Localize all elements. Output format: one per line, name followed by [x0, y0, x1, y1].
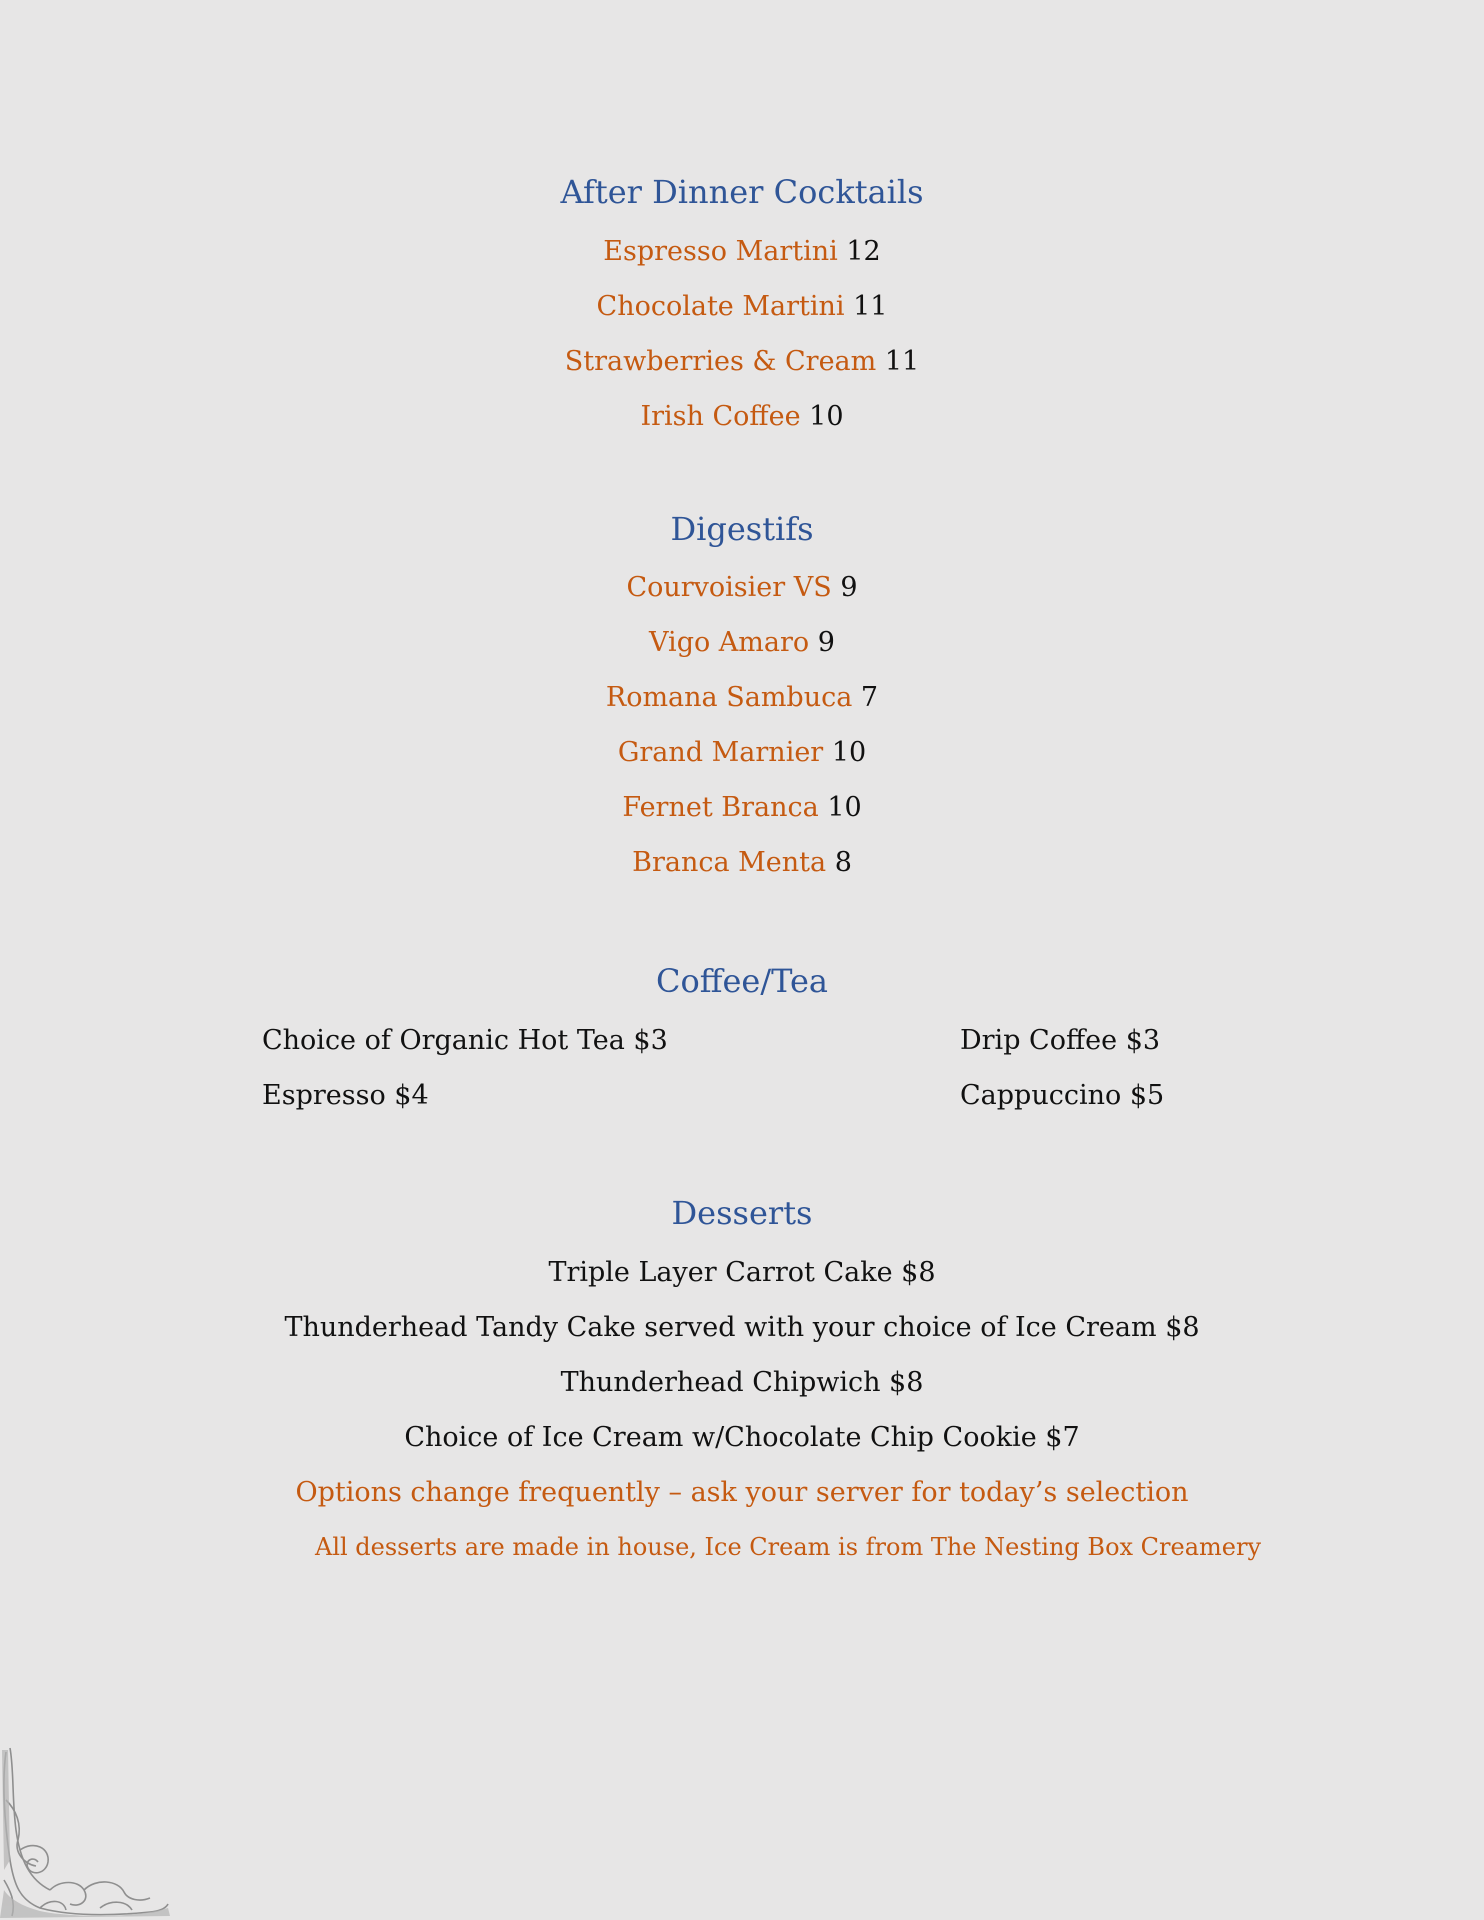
menu-item [0, 626, 1484, 660]
dessert-item: Thunderhead Chipwich $8 [560, 1367, 924, 1398]
coffee-tea-item: Choice of Organic Hot Tea $3 [262, 1025, 668, 1056]
item-price: 9 [840, 572, 858, 603]
section-title-cocktails: After Dinner Cocktails [560, 173, 924, 211]
item-price: 11 [884, 346, 920, 377]
item-name: Vigo Amaro [649, 627, 810, 658]
dessert-item: Thunderhead Tandy Cake served with your choice of Ice Cream $8 [284, 1312, 1200, 1343]
item-name: Chocolate Martini [596, 291, 845, 322]
menu-item [0, 290, 1484, 324]
section-title-coffee-tea: Coffee/Tea [655, 962, 828, 1000]
item-price: 11 [853, 291, 888, 322]
item-name: Fernet Branca [622, 792, 819, 823]
item-name: Irish Coffee [640, 401, 801, 432]
section-title-digestifs: Digestifs [670, 510, 814, 548]
item-price: 12 [846, 236, 881, 267]
item-name: Romana Sambuca [605, 682, 853, 713]
menu-item [0, 791, 1484, 825]
menu-item [0, 400, 1484, 434]
menu-item [0, 681, 1484, 715]
dessert-item: Triple Layer Carrot Cake $8 [548, 1257, 936, 1288]
item-price: 10 [809, 401, 844, 432]
coffee-tea-item: Cappuccino $5 [960, 1080, 1165, 1111]
item-price: 10 [831, 737, 867, 768]
dessert-item: Choice of Ice Cream w/Chocolate Chip Cookie $7 [404, 1422, 1080, 1453]
menu-item [0, 571, 1484, 605]
item-name: Courvoisier VS [626, 572, 832, 603]
menu-item [0, 736, 1484, 770]
coffee-tea-item: Drip Coffee $3 [960, 1025, 1161, 1056]
coffee-tea-item: Espresso $4 [262, 1080, 429, 1111]
dessert-house-note: All desserts are made in house, Ice Cream is from The Nesting Box Creamery [314, 1533, 1262, 1561]
item-name: Espresso Martini [603, 236, 838, 267]
item-name: Grand Marnier [617, 737, 824, 768]
item-price: 8 [834, 847, 852, 878]
item-price: 7 [860, 682, 879, 713]
item-price: 9 [817, 627, 835, 658]
menu-item [0, 846, 1484, 880]
item-name: Strawberries & Cream [564, 346, 877, 377]
menu-item [0, 235, 1484, 269]
menu-item [0, 345, 1484, 379]
item-name: Branca Menta [632, 847, 827, 878]
section-title-desserts: Desserts [671, 1194, 813, 1232]
corner-flourish-icon [0, 1740, 175, 1920]
item-price: 10 [827, 792, 862, 823]
dessert-options-note: Options change frequently – ask your server for today’s selection [295, 1477, 1189, 1508]
